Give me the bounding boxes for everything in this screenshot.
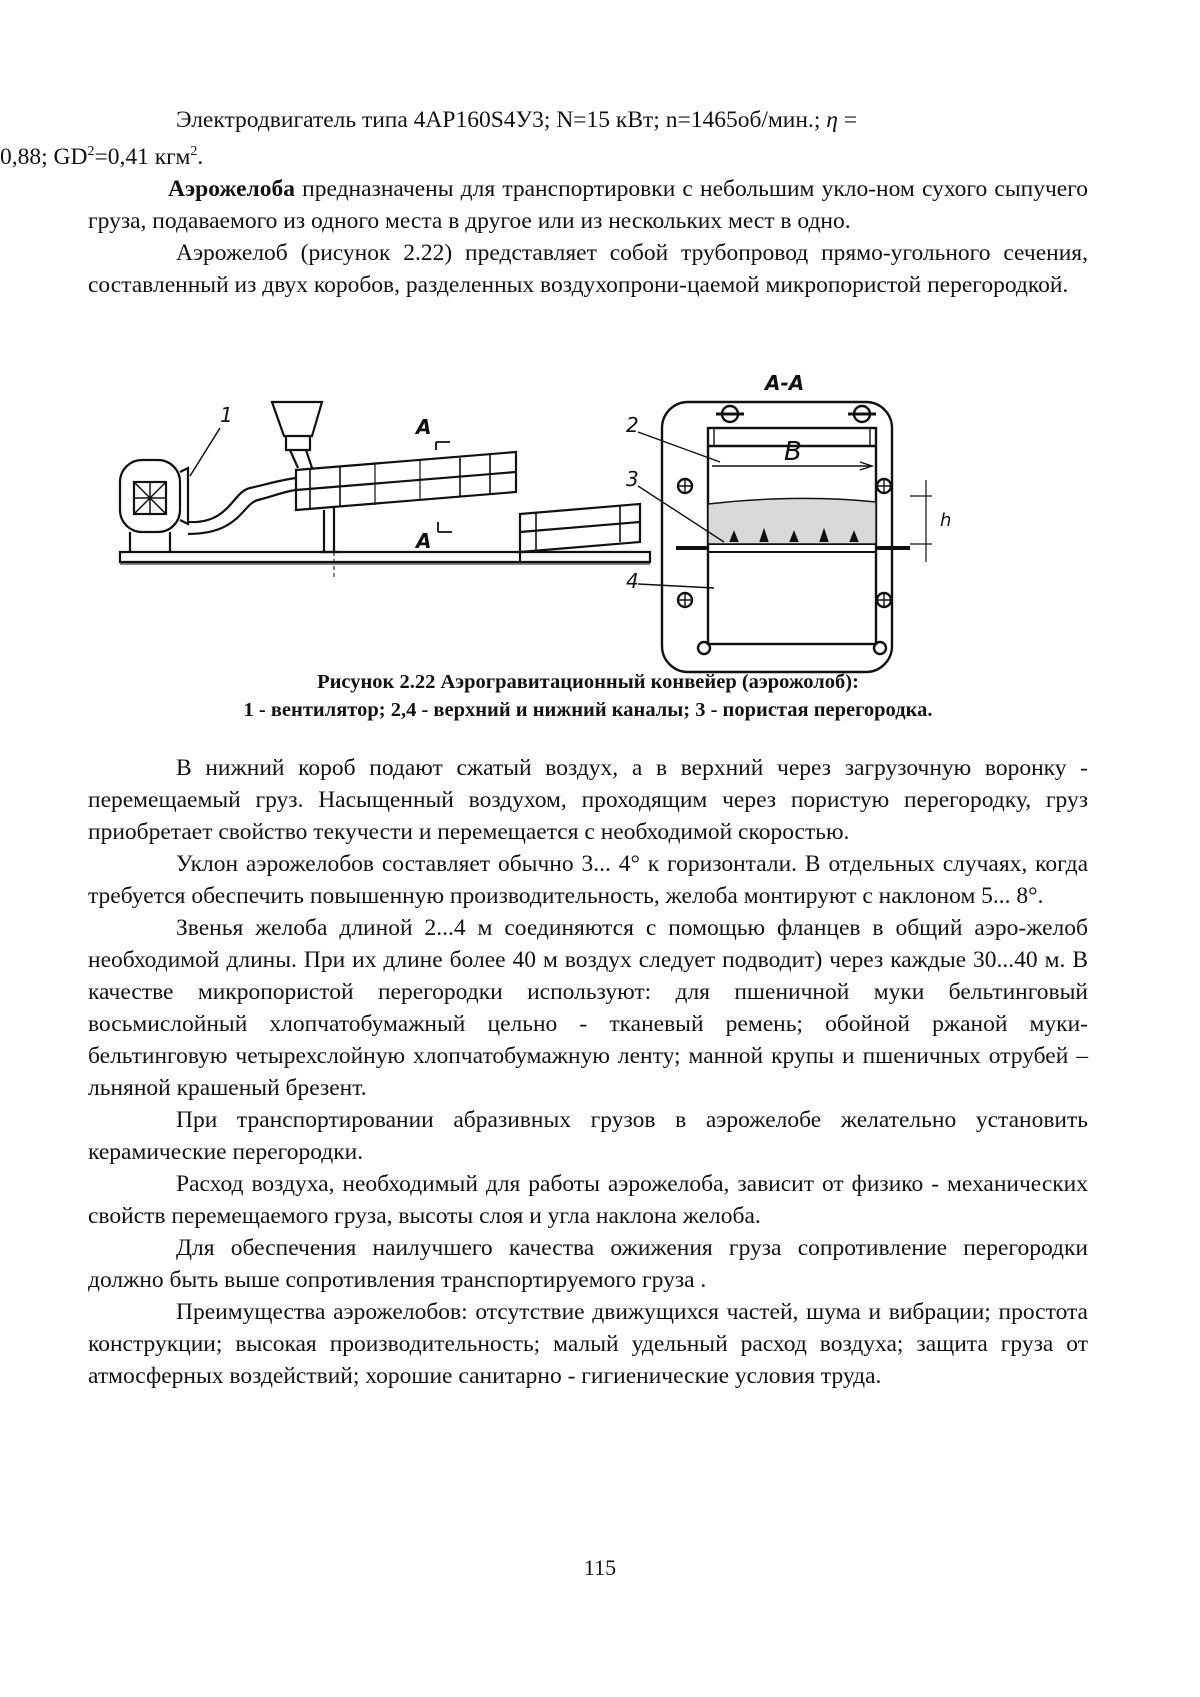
body-paragraph-3: Звенья желоба длиной 2...4 м соединяются с помощью фланцев в общий аэро-желоб необходимой длины. При их длине более 40 м воздух следует подводит) через каждые 30...40 м. В качестве микропористой перегородки используют: для пшеничной муки бельтинговый восьмислойный хлопчатобумажный цельно - тканевый ремень; обойной ржаной муки-бельтинговую четырехслойную хлопчатобумажную ленту; манной крупы и пшеничных отрубей – льняной крашеный брезент. bbox=[88, 912, 1088, 1104]
superscript-2a: 2 bbox=[87, 144, 94, 159]
motor-spec-text: Электродвигатель типа 4АР160S4У3; N=15 кВт; n=1465об/мин.; bbox=[176, 107, 826, 133]
body-paragraph-7: Преимущества аэрожелобов: отсутствие движущихся частей, шума и вибрации; простота конструкции; высокая производительность; малый удельный расход воздуха; защита груза от атмосферных воздействий; хорошие санитарно - гигиенические условия труда. bbox=[88, 1296, 1088, 1392]
figure-caption bbox=[88, 668, 1088, 724]
fan-drawing bbox=[120, 460, 188, 552]
aero-term: Аэрожелоба bbox=[168, 176, 295, 202]
superscript-2b: 2 bbox=[190, 144, 197, 159]
caption-line-1: Рисунок 2.22 Аэрогравитационный конвейер (аэрожолоб): bbox=[88, 668, 1088, 696]
body-paragraph-5: Расход воздуха, необходимый для работы аэрожелоба, зависит от физико - механических свойств перемещаемого груза, высоты слоя и угла наклона желоба. bbox=[88, 1168, 1088, 1232]
caption-line-2: 1 - вентилятор; 2,4 - верхний и нижний каналы; 3 - пористая перегородка. bbox=[88, 696, 1088, 724]
eta-symbol: η bbox=[826, 107, 838, 133]
figure-reference-paragraph: Аэрожелоб (рисунок 2.22) представляет собой трубопровод прямо-угольного сечения, составленный из двух коробов, разделенных воздухопрони-цаемой микропористой перегородкой. bbox=[88, 237, 1088, 301]
label-4: 4 bbox=[626, 569, 639, 593]
motor-spec-paragraph bbox=[88, 104, 1088, 173]
second-section-drawing bbox=[520, 504, 650, 562]
eta-equals: = bbox=[838, 107, 857, 133]
label-1: 1 bbox=[220, 403, 233, 427]
aero-paragraph bbox=[88, 173, 1088, 237]
body-paragraph-1: В нижний короб подают сжатый воздух, а в верхний через загрузочную воронку - перемещаемый груз. Насыщенный воздухом, проходящим через пористую перегородку, груз приобретает свойство текучести и перемещается с необходимой скоростью. bbox=[88, 752, 1088, 848]
label-b: B bbox=[784, 437, 802, 467]
motor-spec-efficiency: 0,88; GD bbox=[0, 144, 87, 170]
body-paragraph-2: Уклон аэрожелобов составляет обычно 3... 4° к горизонтали. В отдельных случаях, когда требуется обеспечить повышенную производительность, желоба монтируют с наклоном 5... 8°. bbox=[88, 848, 1088, 912]
label-a-bottom: А bbox=[414, 529, 431, 553]
label-3: 3 bbox=[626, 467, 639, 491]
label-2: 2 bbox=[626, 413, 639, 437]
document-page bbox=[0, 0, 1200, 1697]
aero-definition: предназначены для транспортировки с небольшим укло-ном сухого сыпучего груза, подаваемого из одного места в другое или из нескольких мест в одно. bbox=[88, 176, 1088, 234]
top-text bbox=[88, 104, 1088, 301]
hopper-drawing bbox=[272, 402, 322, 436]
motor-spec-end: . bbox=[197, 144, 203, 170]
label-h: h bbox=[940, 510, 951, 531]
base-frame bbox=[120, 552, 520, 562]
page-number: 115 bbox=[0, 1555, 1200, 1581]
section-label: А-А bbox=[763, 371, 804, 395]
chute-body-drawing bbox=[296, 452, 516, 510]
motor-spec-gd: =0,41 кгм bbox=[94, 144, 190, 170]
body-text bbox=[88, 752, 1088, 1392]
body-paragraph-6: Для обеспечения наилучшего качества ожижения груза сопротивление перегородки должно быть выше сопротивления транспортируемого груза . bbox=[88, 1232, 1088, 1296]
body-paragraph-4: При транспортировании абразивных грузов в аэрожелобе желательно установить керамические перегородки. bbox=[88, 1104, 1088, 1168]
label-a-top: А bbox=[414, 415, 431, 439]
